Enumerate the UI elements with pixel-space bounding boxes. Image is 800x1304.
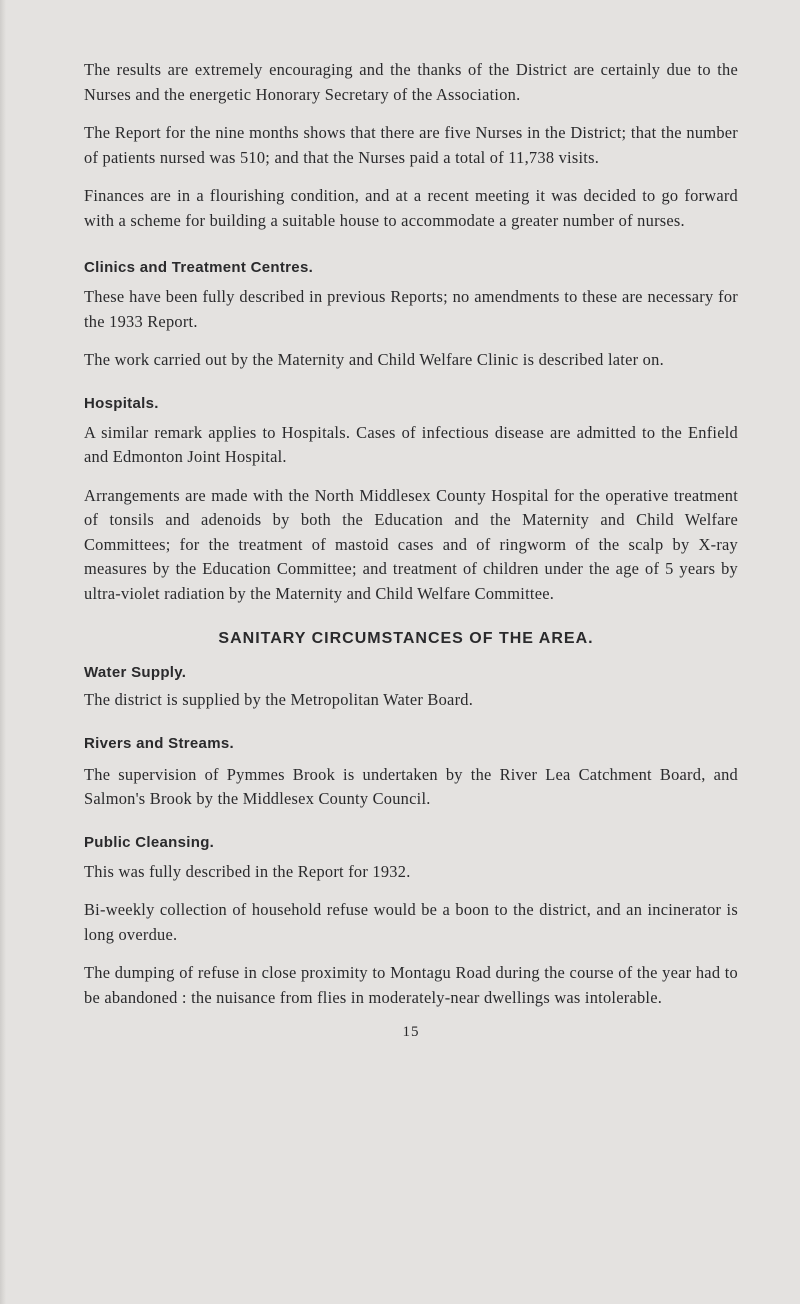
paragraph-water-supply: The district is supplied by the Metropolitan Water Board. xyxy=(84,690,474,709)
paragraph-hospitals-1: A similar remark applies to Hospitals. Cases of infectious disease are admitted to the Enfield and Edmonton Joint Hospital. xyxy=(84,422,738,466)
paragraph-results: The results are extremely encouraging and the thanks of the District are certainly due to the Nurses and the energetic Honorary Secretary of the Association. xyxy=(84,60,738,104)
paragraph-cleansing-3: The dumping of refuse in close proximity to Montagu Road during the course of the year had to be abandoned : the nuisance from flies in moderately-near dwellings was intolerable. xyxy=(84,963,738,1007)
heading-public-cleansing: Public Cleansing. xyxy=(84,833,215,851)
paragraph-rivers-streams: The supervision of Pymmes Brook is undertaken by the River Lea Catchment Board, and Salmon's Brook by the Middlesex County Council. xyxy=(84,764,738,808)
paragraph-report-nine-months: The Report for the nine months shows that there are five Nurses in the District; that the number of patients nursed was 510; and that the Nurses paid a total of 11,738 visits. xyxy=(84,123,738,167)
paragraph-clinics-1: These have been fully described in previous Reports; no amendments to these are necessary for the 1933 Report. xyxy=(84,287,738,331)
heading-hospitals: Hospitals. xyxy=(84,394,159,412)
heading-water-supply: Water Supply. xyxy=(84,664,187,681)
paragraph-cleansing-2: Bi-weekly collection of household refuse would be a boon to the district, and an incinerator is long overdue. xyxy=(84,900,738,944)
paragraph-clinics-2: The work carried out by the Maternity and Child Welfare Clinic is described later on. xyxy=(84,350,664,369)
paragraph-hospitals-2: Arrangements are made with the North Middlesex County Hospital for the operative treatment of tonsils and adenoids by both the Education and the Maternity and Child Welfare Committees; for the treatment of mastoid cases and of ringworm of the scalp by X-ray measures by the Education Committee; and treatment of children under the age of 5 years by ultra-violet radiation by the Maternity and Child Welfare Committee. xyxy=(84,485,738,603)
page-edge-shadow xyxy=(0,0,6,1304)
heading-rivers-streams: Rivers and Streams. xyxy=(84,734,234,752)
paragraph-finances: Finances are in a flourishing condition, and at a recent meeting it was decided to go forward with a scheme for building a suitable house to accommodate a greater number of nurses. xyxy=(84,186,738,230)
section-title: SANITARY CIRCUMSTANCES OF THE AREA. xyxy=(218,630,594,647)
heading-clinics: Clinics and Treatment Centres. xyxy=(84,259,314,276)
paragraph-cleansing-1: This was fully described in the Report for 1932. xyxy=(84,861,411,881)
page-number: 15 xyxy=(402,1024,420,1040)
